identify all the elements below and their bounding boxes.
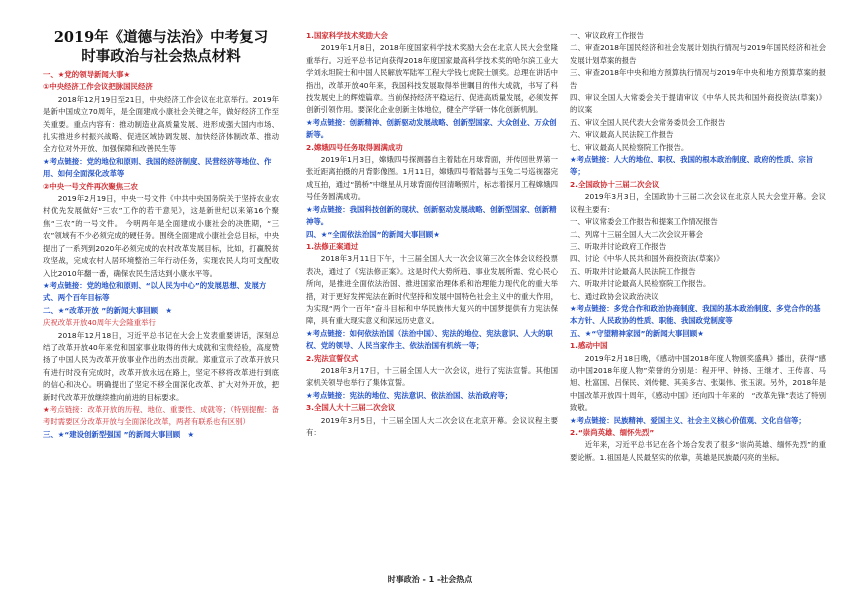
exam-link-cppcc: ★考点链接：多党合作和政治协商制度、我国的基本政治制度、多党合作的基本方针、人民政协的性质、职能、我国政党制度等: [570, 303, 821, 326]
cppcc-item: 六、听取并讨论最高人民检察院工作报告。: [570, 279, 711, 289]
column-middle: [306, 30, 558, 439]
paragraph-amendment: 2018年3月11日下午，十三届全国人大一次会议第三次全体会议经投票表决，通过了《宪法修正案》。这是时代大势所趋、事业发展所需、党心民心所向，是推进全面依法治国、推进国家治理体系和治理能力现代化的重大举措，对于更好发挥宪法在新时代坚持和发展中国特色社会主义中的重大作用，为实现“两个一百年”奋斗目标和中华民族伟大复兴的中国梦提供有力宪法保障，具有重大现实意义和深远历史意义。: [306, 254, 558, 326]
paragraph-cppcc: 2019年3月3日，全国政协十三届二次会议在北京人民大会堂开幕。会议议程主要有：: [570, 192, 826, 214]
heading-oath: 2.宪法宣誓仪式: [306, 353, 359, 363]
section-heading-spirit: 五、★“守望精神家园”的新闻大事回顾★: [570, 328, 704, 338]
section-heading-reform: 二、★“改革开放 ”的新闻大事回顾 ★: [43, 305, 173, 315]
paragraph-no1-document: 2019年2月19日，中央一号文件《中共中央国务院关于坚持农业农村优先发展做好“三农”工作的若干意见》，这是新世纪以来第16个聚焦“三农”的一号文件。 今明两年是全面建成小康社会的决胜期，“三农”领域有不少必须完成的硬任务。围绕全面建成小康社会总目标，中央提出了一系列到2020年必须完成的农村改革发展目标，比如，打赢脱贫攻坚战，完成农村人居环境整治三年行动任务，实现农民人均可支配收入比2010年翻一番，确保农民生活达到小康水平等。: [43, 194, 279, 278]
section-heading-party: 一、★党的领导新闻大事★: [43, 70, 131, 79]
heading-cppcc: 2.全国政协十三届二次会议: [570, 179, 660, 189]
exam-link-economy: ★考点链接：党的地位和原则、我国的经济制度、民营经济等地位、作用、如何全面深化改革等: [43, 156, 272, 179]
exam-link-innovation: ★考点链接：创新精神、创新驱动发展战略、创新型国家、大众创业、万众创新等。: [306, 117, 557, 140]
cppcc-item: 四、讨论《中华人民共和国外商投资法(草案)》: [570, 254, 724, 264]
exam-link-npc: ★考点链接：人大的地位、职权、我国的根本政治制度、政府的性质、宗旨等；: [570, 155, 814, 177]
heading-heroes: 2.“崇尚英雄、缅怀先烈”: [570, 428, 655, 437]
agenda-item: 七、审议最高人民检察院工作报告。: [570, 142, 689, 152]
section-heading-innovation: 三、★“建设创新型强国 ”的新闻大事回顾 ★: [43, 429, 195, 439]
paragraph-oath: 2018年3月17日，十三届全国人大一次会议，进行了宪法宣誓。其他国家机关领导也举行了集体宣誓。: [306, 365, 558, 388]
exam-link-oath: ★考点链接：宪法的地位、宪法意识、依法治国、法治政府等；: [306, 390, 513, 400]
cppcc-item: 五、听取并讨论最高人民法院工作报告: [570, 266, 696, 276]
agenda-item: 二、审查2018年国民经济和社会发展计划执行情况与2019年国民经济和社会发展计划草案的报告: [570, 43, 826, 65]
paragraph-heroes: 近年来，习近平总书记在各个场合发表了很多“崇尚英雄、缅怀先烈”的重要论断。1.祖国是人民最坚实的依靠，英雄是民族最闪亮的坐标。: [570, 440, 826, 462]
column-right: [570, 30, 826, 464]
cppcc-item: 二、列席十三届全国人大二次会议开幕会: [570, 229, 704, 239]
cppcc-item: 三、听取并讨论政府工作报告: [570, 241, 667, 251]
heading-npc-session: 3.全国人大十三届二次会议: [306, 403, 396, 413]
exam-link-rural: ★考点链接：党的地位和原则、“以人民为中心”的发展思想、发展方式、两个百年目标等: [43, 280, 267, 303]
paragraph-economic-conference: 2018年12月19日至21日，中央经济工作会议在北京举行。2019年是新中国成立70周年，是全面建成小康社会关键之年，做好经济工作至关重要。重点内容有：推动制造业高质量发展、进形成强大国内市场、扎实推进乡村振兴战略、促进区域协调发展、加快经济体制改革、推动全方位对外开放、加强保障和改善民生等: [43, 94, 279, 154]
heading-change4: 2.嫦娥四号任务取得圆满成功: [306, 142, 403, 152]
agenda-item: 一、审议政府工作报告: [570, 31, 644, 40]
agenda-item: 四、审议全国人大常委会关于提请审议《中华人民共和国外商投资法(草案)》的议案: [570, 93, 826, 115]
agenda-item: 三、审查2018年中央和地方预算执行情况与2019年中央和地方预算草案的报告: [570, 68, 826, 90]
paragraph-change4: 2019年1月3日，嫦娥四号探测器自主着陆在月球背面，并传回世界第一张近距离拍摄的月背影像图。1月11日，嫦娥四号着陆器与玉兔二号巡视器完成互拍，通过“鹊桥”中继星从月球背面传回清晰照片，标志着探月工程嫦娥四号任务圆满成功。: [306, 155, 558, 202]
heading-touching-china: 1.感动中国: [570, 341, 608, 351]
exam-link-constitution: ★考点链接：如何依法治国（法治中国）、宪法的地位、宪法意识、人大的职权、党的领导、人民当家作主、依法治国有机统一等；: [306, 328, 553, 351]
paragraph-science-award: 2019年1月8日，2018年度国家科学技术奖励大会在北京人民大会堂隆重举行。习近平总书记向获得2018年度国家最高科学技术奖的哈尔滨工业大学刘永坦院士和中国人民解放军陆军工程大学钱七虎院士颁奖。总理在讲话中指出，改革开放40年来，我国科技发展取得举世瞩目的伟大成就，书写了科技发展史上的辉煌篇章。当前保持经济平稳运行、促进高质量发展，必须发挥创新引领作用。要深化企业创新主体地位，健全产学研一体化创新机制。: [306, 43, 558, 115]
subheading-economic-conference: ①中央经济工作会议把脉国民经济: [43, 82, 153, 92]
cppcc-item: 一、审议常委会工作报告和提案工作情况报告: [570, 217, 718, 227]
doc-title: 2019年《道德与法治》中考复习: [53, 29, 269, 46]
paragraph-touching-china: 2019年2月18日晚，《感动中国2018年度人物颁奖盛典》播出，获得“感动中国2018年度人物”荣誉的分别是：程开甲、钟扬、王继才、王传喜、马旭、杜富国、吕保民、刘传健、其美多吉、张渠伟、张玉滚。另外，2018年是中国改革开放四十周年，《感动中国》还向四十年来的 “改革先锋”表达了特别致敬。: [570, 353, 826, 413]
agenda-item: 六、审议最高人民法院工作报告: [570, 130, 674, 140]
heading-amendment: 1.法修正案通过: [306, 241, 359, 251]
exam-link-reform: ★考点链接：改革开放的历程、地位、重要性、成就等；（特别提醒：备考时需要区分改革开放与全面深化改革，两者有联系也有区别）: [43, 404, 279, 427]
doc-subtitle: 时事政治与社会热点材料: [81, 48, 241, 65]
paragraph-npc-session: 2019年3月5日，十三届全国人大二次会议在北京开幕。会议议程主要有：: [306, 415, 558, 437]
exam-link-tech: ★考点链接：我国科技创新的现状、创新驱动发展战略、创新型国家、创新精神等。: [306, 204, 557, 227]
column-left: [43, 28, 279, 441]
subheading-reform-anniversary: 庆祝改革开放40周年大会隆重举行: [43, 318, 156, 328]
subheading-no1-document: ②中央一号文件再次聚焦三农: [43, 181, 138, 191]
agenda-item: 五、审议全国人民代表大会常务委员会工作报告: [570, 117, 726, 127]
section-heading-rule-of-law: 四、★“全面依法治国”的新闻大事回顾★: [306, 229, 440, 239]
exam-link-spirit: ★考点链接：民族精神、爱国主义、社会主义核心价值观、文化自信等；: [570, 415, 806, 425]
cppcc-item: 七、通过政协会议政治决议: [570, 291, 659, 301]
heading-science-award: 1.国家科学技术奖励大会: [306, 31, 388, 40]
page-footer: 时事政治 - 1 -社会热点: [387, 575, 473, 584]
paragraph-reform-anniversary: 2018年12月18日，习近平总书记在大会上发表重要讲话，深刻总结了改革开放40年来党和国家事业取得的伟大成就和宝贵经验，高度赞扬了中国人民为改革开放事业作出的杰出贡献。郑重宣示了改革开放只有进行时没有完成时，改革开放永远在路上，坚定不移将改革进行到底的信心和决心。明确提出了坚定不移全面深化改革、扩大对外开放，把新时代改革开放继续推向前进的目标要求。: [43, 330, 279, 402]
